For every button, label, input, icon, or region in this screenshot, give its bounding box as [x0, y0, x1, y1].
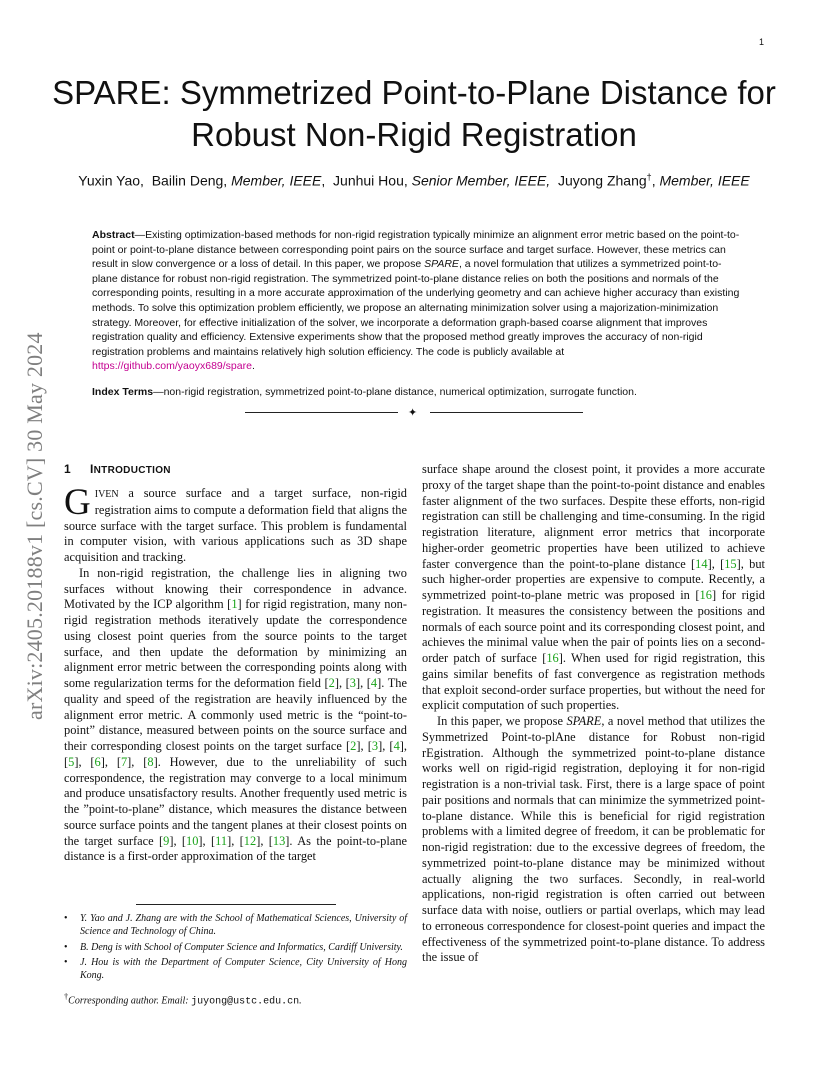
text-run: ], [	[127, 754, 148, 769]
corresponding-mark: †	[646, 172, 652, 182]
citation-link[interactable]: 2	[328, 676, 335, 690]
text-run: ], [	[64, 739, 407, 769]
section-heading	[64, 462, 407, 476]
footnote-affiliation-yao-zhang: • Y. Yao and J. Zhang are with the School of Mathematical Sciences, University of Science and Technology of China.	[80, 913, 407, 939]
index-terms-label: Index Terms	[92, 386, 154, 398]
divider-star-icon: ✦	[408, 406, 418, 419]
arxiv-stamp: arXiv:2405.20188v1 [cs.CV] 30 May 2024	[22, 332, 47, 720]
text-run: ], [	[334, 676, 350, 690]
text-run: ], [	[707, 556, 725, 571]
author-zhang: Juyong Zhang	[557, 172, 647, 189]
section-divider	[245, 406, 583, 422]
citation-link[interactable]: 15	[724, 556, 737, 571]
section-initial: I	[90, 462, 94, 476]
text-run: ], [	[256, 833, 273, 848]
intro-paragraph-4	[422, 714, 765, 966]
text-run: surface shape around the closest point, it provides a more accurate proxy of the target shape than the point-to-point distance and enables faster alignment of the two surfaces. Despite these efforts, non-rigid registration can still be challenging and time-consuming. In the rigid registration literature, alignment error metrics that incorporate higher-order geometric properties have been utilized to achieve faster convergence than the point-to-plane distance [	[422, 462, 765, 571]
intro-smallcaps: IVEN	[94, 489, 119, 500]
footnote-affiliation-hou: • J. Hou is with the Department of Computer Science, City University of Hong Kong.	[80, 957, 407, 983]
footnote-corresponding	[64, 991, 407, 1009]
abstract-text-2: , a novel formulation that utilizes a symmetrized point-to-plane distance for robust non-rigid registration. The symmetrized point-to-plane distance relies on both the positions and normals of the corresponding points, resulting in a more accurate approximation of the underlying geometry and can achieve higher accuracy than existing methods. To solve this optimization problem efficiently, we propose an alternating minimization solver using a majorization-minimization strategy. Moreover, for effective initialization of the solver, we incorporate a deformation graph-based coarse alignment that improves registration quality and efficiency. Extensive experiments show that the proposed method greatly improves the accuracy of non-rigid registration problems and maintains relatively high solution efficiency. The code is publicly available at	[92, 258, 740, 358]
author-yao: Yuxin Yao,	[78, 172, 144, 189]
section-title-rest: NTRODUCTION	[93, 465, 171, 476]
citation-link[interactable]: 8	[147, 754, 154, 769]
divider-line-left	[245, 412, 398, 413]
intro-paragraph-2	[64, 566, 407, 865]
abstract-text-1: —Existing optimization-based methods for non-rigid registration typically minimize an alignment error metric based on the point-to-point or point-to-plane distance between corresponding point pairs on the source surface and target surface. However, these metrics can result in slow convergence or a loss of detail. In this paper, we propose	[92, 229, 740, 271]
author-list: Yuxin Yao, Bailin Deng, Member, IEEE, Junhui Hou, Senior Member, IEEE, Juyong Zhang†, Member, IEEE	[78, 172, 750, 189]
text-run: In this paper, we propose	[437, 714, 567, 728]
citation-link[interactable]: 9	[163, 833, 170, 848]
citation-link[interactable]: 7	[120, 754, 128, 769]
author-hou: Junhui Hou,	[333, 172, 408, 189]
text-run: ] for rigid registration, many non-rigid registration methods iteratively update the correspondence using closest point queries from the source points to the target surface, and then update the deformation by minimizing an alignment error metric between the corresponding points along with some regularization terms for the deformation field [	[64, 597, 408, 690]
text-run: ]. When used for rigid registration, this gains similar benefits of fast convergence as registration methods that exploit second-order surface properties, but without the need for explicit computation of such properties.	[422, 651, 765, 713]
corr-text: Corresponding author. Email:	[68, 995, 192, 1007]
citation-link[interactable]: 16	[546, 651, 559, 665]
text-run: ]. However, due to the unreliability of such correspondence, the registration may converge to a local minimum and produce unsatisfactory results. Another frequently used metric is the ”point-to-plane” distance, which measures the distance between source surface points and the tangent planes at their closest points on the target surface [	[64, 754, 407, 848]
citation-link[interactable]: 3	[349, 676, 356, 690]
citation-link[interactable]: 5	[68, 754, 75, 769]
corr-email[interactable]: juyong@ustc.edu.cn	[191, 996, 300, 1008]
divider-line-right	[430, 412, 583, 413]
footnote-affiliation-deng: • B. Deng is with School of Computer Science and Informatics, Cardiff University.	[80, 942, 407, 955]
text-run: ], but such higher-order properties are expensive to compute. Recently, a symmetrized point-to-plane metric was proposed in [	[422, 556, 765, 602]
text-run: , a novel method that utilizes the Symmetrized Point-to-plAne distance for Robust non-rigid rEgistration. Although the symmetrized point-to-plane distance works well on rigid-rigid registration, deploying it for non-rigid registration is a non-trivial task. First, there is a large space of point pair positions and normals that can minimize the symmetrized point-to-plane distance. While this is beneficial for rigid registration problems with a limited degree of freedom, it can be problematic for non-rigid registration: due to the excessive degrees of freedom, the symmetrized point-to-plane distance may be minimized without actually aligning the two surfaces. Secondly, in real-world applications, non-rigid registration is often carried out between surface data with noise, outliers or partial overlaps, which may lead to erroneous correspondence for closest-point queries and impact the effectiveness of the symmetrized point-to-plane distance. To address the issue of	[422, 714, 765, 965]
page-number: 1	[758, 37, 764, 47]
intro-paragraph-3	[422, 462, 765, 714]
author-deng-role: Member, IEEE	[231, 172, 322, 189]
right-column	[422, 462, 765, 966]
section-number: 1	[64, 462, 71, 476]
citation-link[interactable]: 4	[370, 676, 378, 690]
index-terms-text: —non-rigid registration, symmetrized point-to-plane distance, numerical optimization, surrogate function.	[153, 386, 637, 398]
corr-mark: †	[64, 991, 69, 1001]
index-terms	[92, 385, 740, 399]
citation-link[interactable]: 3	[371, 739, 379, 753]
citation-link[interactable]: 4	[393, 739, 400, 753]
abstract	[92, 228, 740, 374]
intro-paragraph-1	[64, 482, 407, 566]
text-run: ], [	[169, 833, 187, 848]
paper-title	[40, 72, 788, 156]
text-run: ], [	[355, 676, 371, 690]
text-run: ], [	[356, 739, 372, 753]
citation-link[interactable]: 1	[231, 597, 238, 612]
footnote-rule	[136, 904, 336, 905]
left-column	[64, 462, 407, 865]
footnotes	[64, 913, 407, 1009]
citation-link[interactable]: 14	[695, 556, 708, 571]
text-run: ], [	[198, 833, 216, 848]
citation-link[interactable]: 10	[186, 833, 199, 848]
citation-link[interactable]: 12	[243, 833, 257, 848]
author-hou-role: Senior Member, IEEE,	[411, 172, 551, 189]
abstract-label: Abstract	[92, 229, 135, 241]
author-zhang-role: Member, IEEE	[659, 172, 750, 189]
text-run: ], [	[74, 754, 95, 769]
text-run: In non-rigid registration, the challenge lies in aligning two surfaces without knowing their correspondence in advance. Motivated by the ICP algorithm [	[64, 565, 407, 612]
code-link[interactable]: https://github.com/yaoyx689/spare	[92, 360, 252, 373]
drop-cap: G	[64, 482, 91, 523]
text-run: ]. The quality and speed of the registration are heavily influenced by the alignment error metric. A commonly used metric is the “point-to-point” distance, measured between points on the source surface and their corresponding closest points on the target surface [	[64, 676, 407, 753]
citation-link[interactable]: 6	[94, 754, 101, 769]
title-line-1: SPARE: Symmetrized Point-to-Plane Distance for	[52, 74, 776, 111]
method-name: SPARE	[566, 714, 602, 728]
abstract-end: .	[251, 360, 255, 373]
abstract-method: SPARE	[424, 258, 459, 271]
corr-end: .	[299, 995, 302, 1007]
text-run: ], [	[100, 754, 121, 769]
citation-link[interactable]: 11	[215, 833, 228, 848]
text-run: ]. As the point-to-plane distance is a first-order approximation of the target	[64, 833, 408, 864]
title-line-2: Robust Non-Rigid Registration	[191, 116, 637, 153]
citation-link[interactable]: 2	[350, 739, 357, 753]
text-run: ], [	[378, 739, 394, 753]
text-run: ], [	[227, 833, 244, 848]
text-run: ] for rigid registration. It measures the consistency between the positions and normals of each source point and its corresponding closest point, and achieves the minimal value when the pair of points lies on a second-order patch of surface [	[422, 588, 765, 665]
citation-link[interactable]: 16	[699, 588, 712, 602]
author-deng: Bailin Deng,	[151, 172, 228, 189]
citation-link[interactable]: 13	[272, 833, 286, 848]
intro-p1-text: a source surface and a target surface, non-rigid registration aims to compute a deformation field that aligns the source surface with the target surface. This problem is fundamental in computer vision, with various applications such as 3D shape acquisition and tracking.	[64, 486, 407, 564]
